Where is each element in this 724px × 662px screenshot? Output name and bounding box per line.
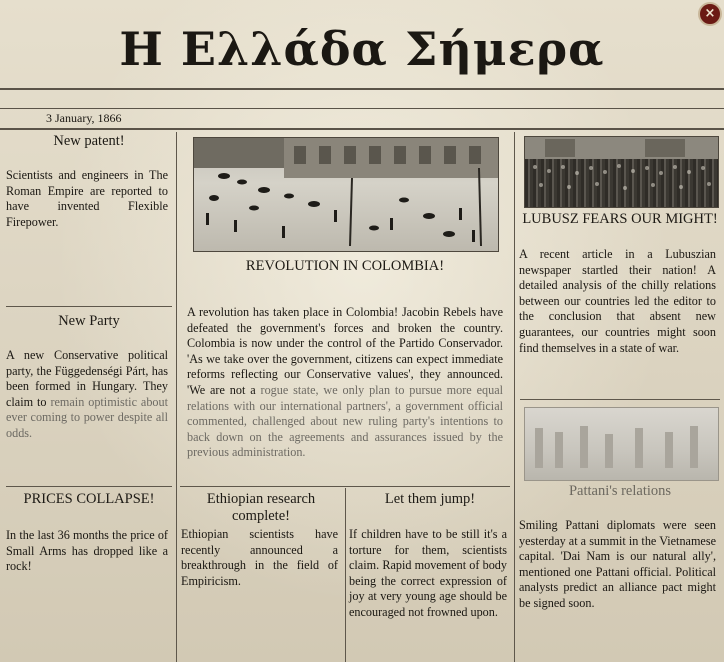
column-divider-1: [176, 132, 177, 662]
article-body-new-patent: Scientists and engineers in The Roman Empire are reported to have invented Flexible Firepower.: [6, 168, 168, 229]
revolution-text-faded: rogue state, we only plan to pursue more equal relations with our international partners', a government official commented, challenged about new ruling party's intentions to back down on the agreements and assurances issued by the previous administration.: [187, 382, 503, 460]
article-headline-jump: Let them jump!: [384, 491, 476, 507]
column-divider-3: [345, 488, 346, 662]
issue-date: 3 January, 1866: [46, 111, 122, 125]
article-body-jump: If children have to be still it's a torture for them, scientists claim. Rapid movement of body being the correct expression of joy at very young age should be encouraged not frowned upon.: [349, 527, 507, 619]
article-body-lubusz: A recent article in a Lubuszian newspaper startled their nation! A detailed analysis of the chilly relations between our countries led the editor to the conclusion that absent new guarantees, our countries might soon find themselves in a state of war.: [519, 247, 716, 355]
article-headline-lubusz: LUBUSZ FEARS OUR MIGHT!: [522, 211, 718, 227]
article-headline-new-party: New Party: [58, 313, 120, 329]
newspaper-masthead: Η Ελλάδα Σήμερα: [119, 22, 605, 76]
crowd-illustration: [525, 137, 718, 207]
right-divider: [520, 399, 720, 400]
x-icon[interactable]: ×: [698, 2, 722, 26]
column-divider-2: [514, 132, 515, 662]
article-headline-new-patent: New patent!: [53, 133, 125, 149]
new-party-text: A new Conservative political party, the Függedenségi Párt, has been formed in Hungary. They claim to: [6, 348, 168, 409]
left-divider-1: [6, 306, 172, 307]
article-body-prices: In the last 36 months the price of Small Arms has dropped like a rock!: [6, 528, 168, 574]
faded-photo: [524, 407, 719, 481]
new-party-text-faded: remain optimistic about ever coming to power despite all odds.: [6, 394, 168, 440]
article-headline-pattani: Pattani's relations: [568, 483, 672, 499]
article-body-new-party: [6, 348, 168, 442]
masthead-rule-mid: [0, 108, 724, 109]
article-headline-prices: PRICES COLLAPSE!: [23, 491, 155, 507]
street-scene-photo: [193, 137, 499, 252]
faded-illustration: [525, 408, 718, 480]
article-headline-ethiopian: Ethiopian research complete!: [206, 491, 316, 524]
article-body-pattani: Smiling Pattani diplomats were seen yesterday at a summit in the Vietnamese capital. 'Dai Nam is our natural ally', mentioned one Pattani official. Political analysts predict an alliance pact might be signed soon.: [519, 518, 716, 610]
article-body-revolution: [187, 305, 503, 461]
revolution-text: A revolution has taken place in Colombia! Jacobin Rebels have defeated the government's forces and broken the country. Colombia is now under the control of the Partido Conservador. 'As we take over the government, citizens can expect immediate reforms reflecting our Conservative values', they announced. 'We are not a: [187, 305, 503, 397]
article-headline-revolution: REVOLUTION IN COLOMBIA!: [245, 258, 445, 274]
crowd-photo: [524, 136, 719, 208]
date-rule: [0, 128, 724, 130]
article-body-ethiopian: Ethiopian scientists have recently announced a breakthrough in the field of Empiricism.: [181, 527, 338, 588]
center-divider: [180, 486, 510, 487]
left-divider-2: [6, 486, 172, 487]
street-scene-illustration: [194, 138, 498, 251]
masthead-rule-top: [0, 88, 724, 90]
